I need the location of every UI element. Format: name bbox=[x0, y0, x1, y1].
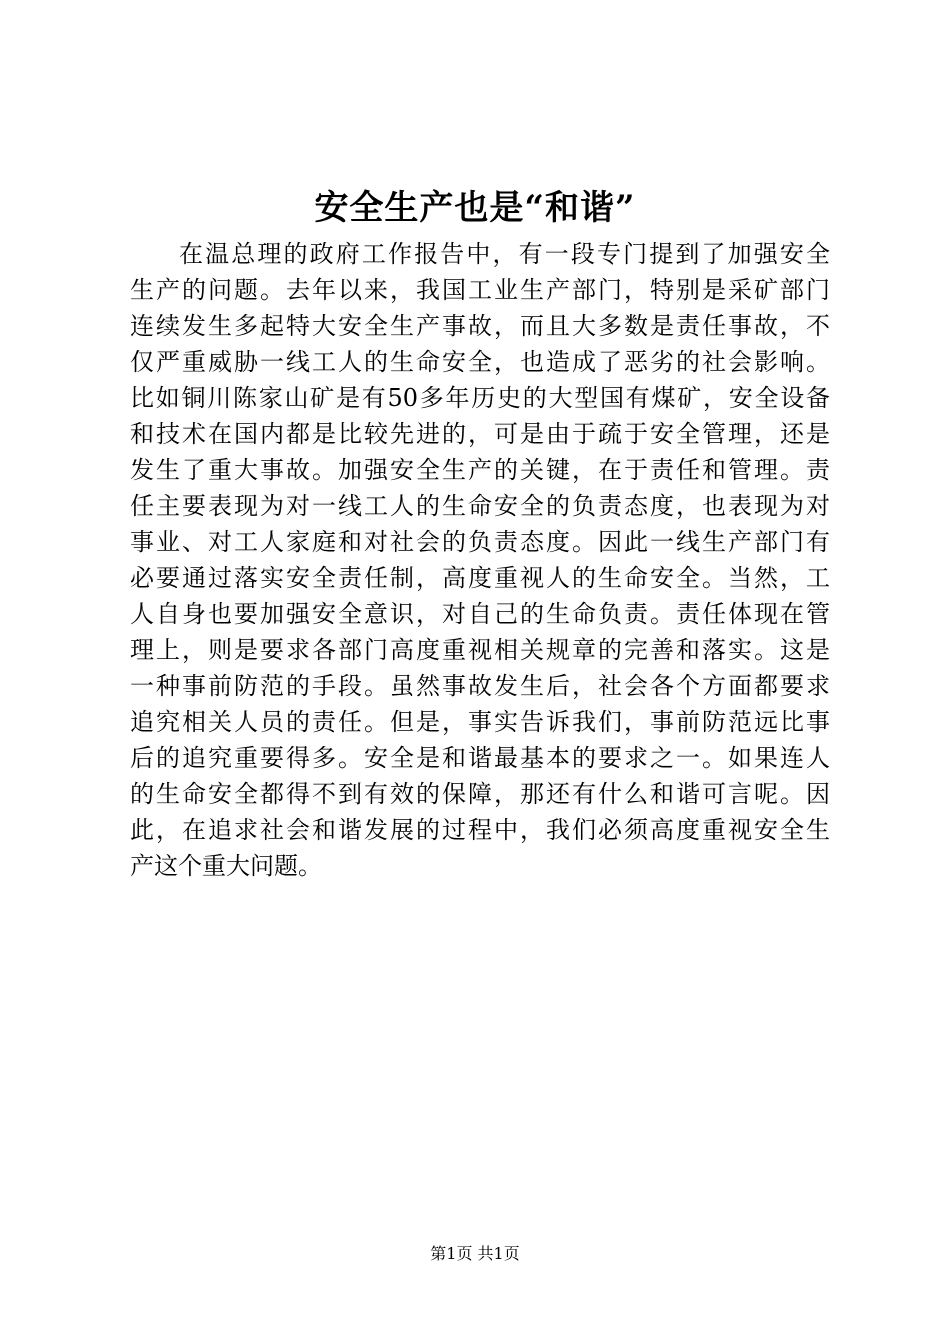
paragraph-line: 后的追究重要得多。安全是和谐最基本的要求之一。如果连人 bbox=[130, 744, 830, 772]
paragraph-line: 在温总理的政府工作报告中，有一段专门提到了加强安全 bbox=[179, 240, 830, 268]
paragraph-line: 理上，则是要求各部门高度重视相关规章的完善和落实。这是 bbox=[130, 636, 830, 664]
paragraph-line: 生产的问题。去年以来，我国工业生产部门，特别是采矿部门 bbox=[130, 276, 830, 304]
paragraph-line: 和技术在国内都是比较先进的，可是由于疏于安全管理，还是 bbox=[130, 420, 830, 448]
paragraph-line: 必要通过落实安全责任制，高度重视人的生命安全。当然，工 bbox=[130, 564, 830, 592]
paragraph-line: 的生命安全都得不到有效的保障，那还有什么和谐可言呢。因 bbox=[130, 780, 830, 808]
paragraph-line: 仅严重威胁一线工人的生命安全，也造成了恶劣的社会影响。 bbox=[130, 348, 830, 376]
page-footer: 第1页 共1页 bbox=[430, 1244, 520, 1263]
paragraph-line: 事业、对工人家庭和对社会的负责态度。因此一线生产部门有 bbox=[130, 528, 830, 556]
document-body bbox=[130, 236, 830, 884]
paragraph-line: 产这个重大问题。 bbox=[130, 852, 322, 880]
document-title: 安全生产也是“和谐” bbox=[314, 188, 636, 228]
paragraph-line: 连续发生多起特大安全生产事故，而且大多数是责任事故，不 bbox=[130, 312, 830, 340]
paragraph-line: 人自身也要加强安全意识，对自己的生命负责。责任体现在管 bbox=[130, 600, 830, 628]
paragraph-line: 发生了重大事故。加强安全生产的关键，在于责任和管理。责 bbox=[130, 456, 830, 484]
paragraph-line: 追究相关人员的责任。但是，事实告诉我们，事前防范远比事 bbox=[130, 708, 830, 736]
paragraph-line: 比如铜川陈家山矿是有50多年历史的大型国有煤矿，安全设备 bbox=[130, 384, 830, 412]
paragraph-line: 一种事前防范的手段。虽然事故发生后，社会各个方面都要求 bbox=[130, 672, 830, 700]
paragraph-line: 任主要表现为对一线工人的生命安全的负责态度，也表现为对 bbox=[130, 492, 830, 520]
paragraph-line: 此，在追求社会和谐发展的过程中，我们必须高度重视安全生 bbox=[130, 816, 830, 844]
